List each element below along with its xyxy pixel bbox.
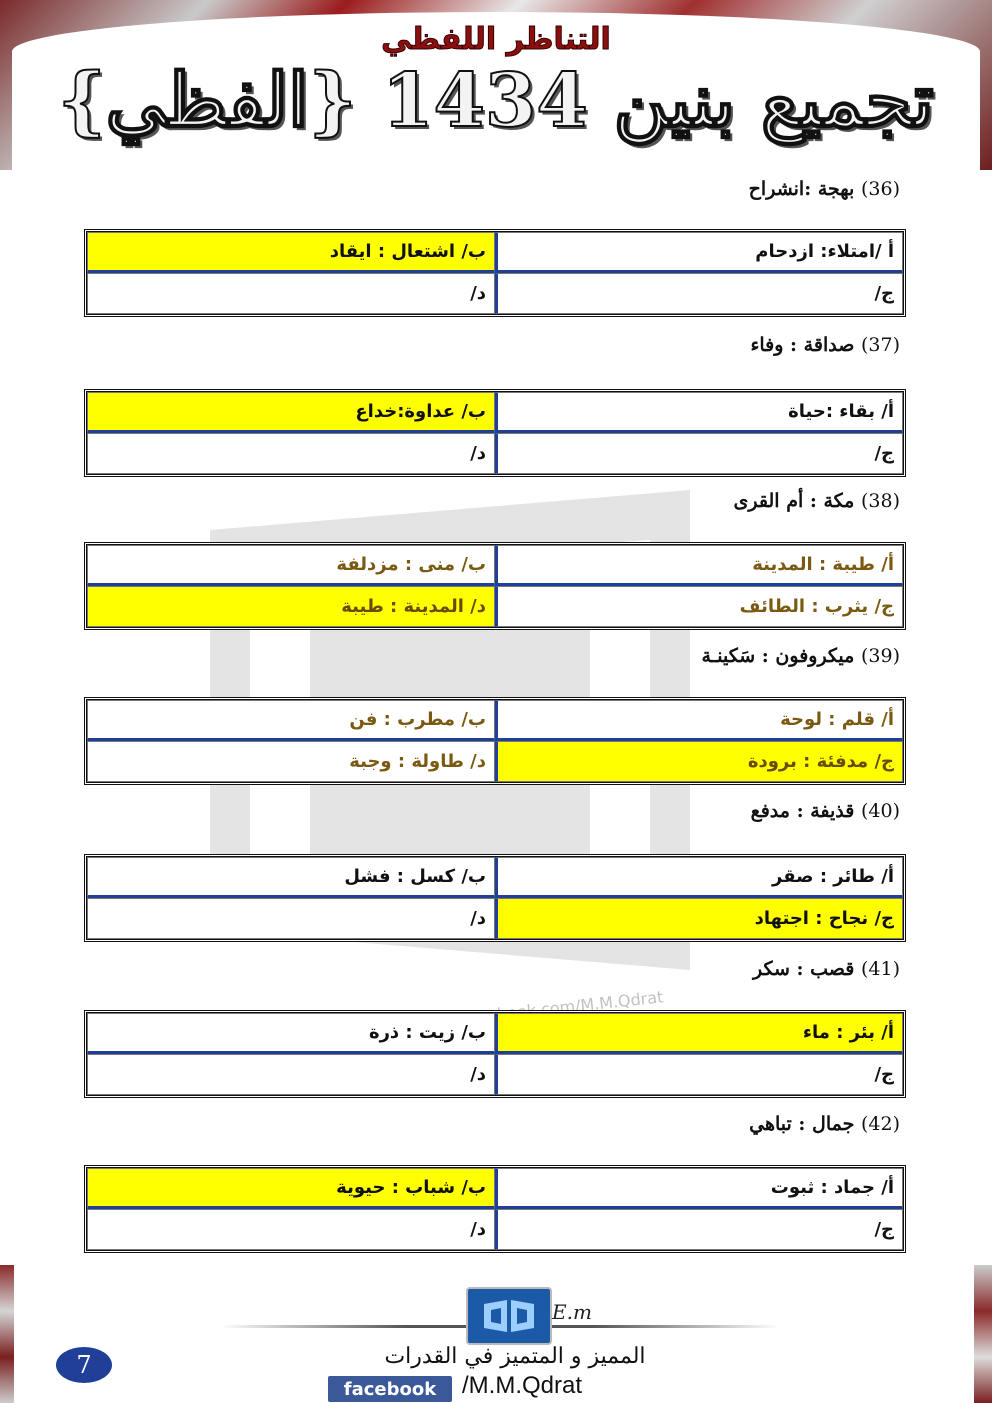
question-36-options [84,229,906,317]
book-logo-icon [466,1287,552,1345]
option-c: ج/ يثرب : الطائف [495,586,903,627]
option-c: ج/ [495,1054,903,1095]
option-a: أ/ جماد : ثبوت [495,1168,903,1209]
question-37-options [84,389,906,477]
option-d: د/ طاولة : وجبة [87,741,495,782]
question-41-options [84,1010,906,1098]
footer-name: المميز و المتميز في القدرات [384,1344,646,1369]
option-c: ج/ [495,1209,903,1250]
option-c: ج/ [495,273,903,314]
header-title: تجميع بنين 1434 {الفظي} [58,58,934,144]
header-subtitle: التناظر اللفظي [381,22,611,57]
option-d: د/ [87,273,495,314]
option-b: ب/ اشتعال : ايقاد [87,232,495,273]
question-38-prompt: (38) مكة : أم القرى [733,490,900,512]
question-41-prompt: (41) قصب : سكر [752,958,900,980]
option-b: ب/ عداوة:خداع [87,392,495,433]
question-42-prompt: (42) جمال : تباهي [749,1113,900,1135]
page-number: 7 [56,1347,112,1383]
question-38-options [84,542,906,630]
question-39-prompt: (39) ميكروفون : سَكينـة [701,645,900,667]
option-b: ب/ منى : مزدلفة [87,545,495,586]
option-b: ب/ شباب : حيوية [87,1168,495,1209]
question-40-prompt: (40) قذيفة : مدفع [750,800,900,822]
option-a: أ /امتلاء: ازدحام [495,232,903,273]
option-a: أ/ بقاء :حياة [495,392,903,433]
question-42-options [84,1165,906,1253]
right-decor-strip [974,1265,992,1403]
option-c: ج/ [495,433,903,474]
option-a: أ/ قلم : لوحة [495,700,903,741]
facebook-badge[interactable]: facebook [328,1376,452,1402]
question-36-prompt: (36) بهجة :انشراح [748,178,900,200]
option-d: د/ [87,898,495,939]
option-a: أ/ بئر : ماء [495,1013,903,1054]
left-decor-strip [0,1265,14,1403]
facebook-handle[interactable]: /M.M.Qdrat [462,1372,583,1399]
option-c: ج/ نجاح : اجتهاد [495,898,903,939]
option-d: د/ [87,1209,495,1250]
option-d: د/ [87,433,495,474]
option-a: أ/ طائر : صقر [495,857,903,898]
question-40-options [84,854,906,942]
option-d: د/ [87,1054,495,1095]
option-c: ج/ مدفئة : برودة [495,741,903,782]
option-d: د/ المدينة : طيبة [87,586,495,627]
header-banner [0,0,992,170]
option-b: ب/ كسل : فشل [87,857,495,898]
option-b: ب/ زيت : ذرة [87,1013,495,1054]
question-37-prompt: (37) صداقة : وفاء [750,334,900,356]
option-a: أ/ طيبة : المدينة [495,545,903,586]
question-39-options [84,697,906,785]
footer-em: E.m [552,1300,592,1324]
option-b: ب/ مطرب : فن [87,700,495,741]
